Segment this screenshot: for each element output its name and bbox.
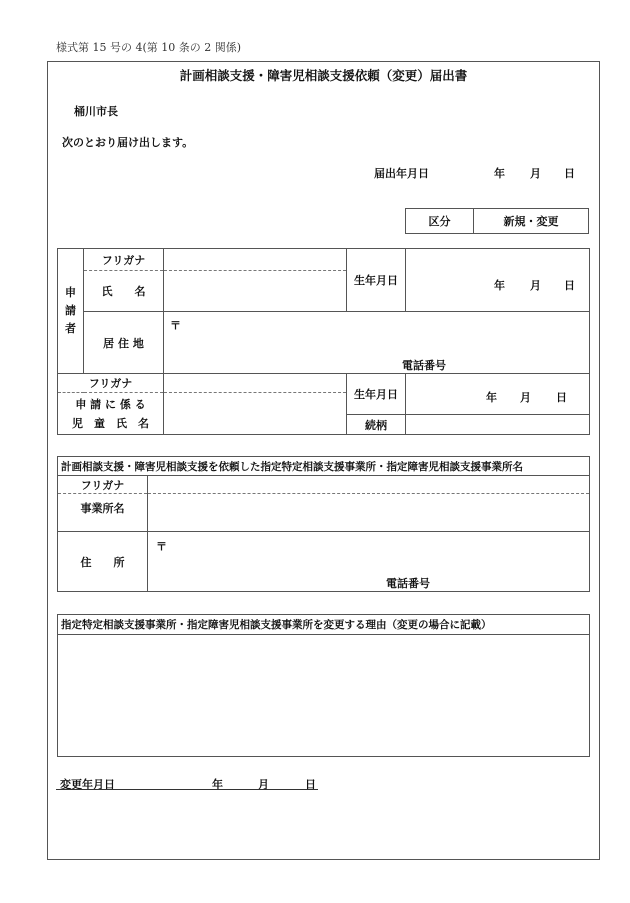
office-address-field[interactable] bbox=[148, 532, 590, 592]
filing-date-label: 届出年月日 bbox=[374, 167, 429, 180]
applicant-furigana-label: フリガナ bbox=[84, 249, 164, 271]
child-relation-field[interactable] bbox=[406, 415, 590, 435]
child-birth-month: 月 bbox=[520, 391, 531, 404]
child-furigana-label: フリガナ bbox=[58, 374, 164, 393]
child-birth-field[interactable] bbox=[406, 374, 590, 415]
applicant-phone-label: 電話番号 bbox=[402, 359, 446, 372]
office-header: 計画相談支援・障害児相談支援を依頼した指定特定相談支援事業所・指定障害児相談支援事業所名 bbox=[58, 457, 590, 476]
applicant-furigana-field[interactable] bbox=[164, 249, 347, 271]
child-birth-year: 年 bbox=[486, 391, 497, 404]
change-date-year: 年 bbox=[212, 778, 223, 791]
office-furigana-field[interactable] bbox=[148, 476, 590, 494]
category-label: 区分 bbox=[406, 209, 474, 234]
applicant-birth-year: 年 bbox=[494, 279, 505, 292]
reason-table bbox=[57, 614, 590, 757]
applicant-address-label: 居 住 地 bbox=[84, 312, 164, 374]
filing-date-month: 月 bbox=[530, 167, 541, 180]
applicant-side-label: 申 請 者 bbox=[58, 249, 84, 374]
child-name-label: 申 請 に 係 る 児 童 氏 名 bbox=[58, 393, 164, 435]
change-date-underline bbox=[56, 789, 318, 790]
applicant-table bbox=[57, 248, 590, 435]
applicant-postal-mark: 〒 bbox=[170, 319, 181, 332]
reason-header: 指定特定相談支援事業所・指定障害児相談支援事業所を変更する理由（変更の場合に記載） bbox=[58, 615, 590, 635]
category-value[interactable]: 新規・変更 bbox=[474, 209, 589, 234]
office-phone-label: 電話番号 bbox=[386, 577, 430, 590]
child-birth-day: 日 bbox=[556, 391, 567, 404]
child-name-field[interactable] bbox=[164, 393, 347, 435]
child-furigana-field[interactable] bbox=[164, 374, 347, 393]
category-table bbox=[405, 208, 589, 234]
applicant-birth-day: 日 bbox=[564, 279, 575, 292]
applicant-birth-month: 月 bbox=[530, 279, 541, 292]
applicant-birth-field[interactable] bbox=[406, 249, 590, 312]
change-date-month: 月 bbox=[258, 778, 269, 791]
child-relation-label: 続柄 bbox=[347, 415, 406, 435]
office-name-label: 事業所名 bbox=[58, 494, 148, 532]
form-number-label: 様式第 15 号の 4(第 10 条の 2 関係) bbox=[56, 41, 242, 54]
applicant-name-field[interactable] bbox=[164, 271, 347, 312]
form-title: 計画相談支援・障害児相談支援依頼（変更）届出書 bbox=[179, 68, 468, 83]
intro-text: 次のとおり届け出します。 bbox=[62, 136, 194, 149]
applicant-birth-label: 生年月日 bbox=[347, 249, 406, 312]
office-address-label: 住 所 bbox=[58, 532, 148, 592]
addressee: 桶川市長 bbox=[74, 105, 118, 118]
office-name-field[interactable] bbox=[148, 494, 590, 532]
filing-date-year: 年 bbox=[494, 167, 505, 180]
office-table bbox=[57, 456, 590, 592]
change-date-label: 変更年月日 bbox=[60, 778, 115, 791]
reason-field[interactable] bbox=[58, 635, 590, 757]
child-birth-label: 生年月日 bbox=[347, 374, 406, 415]
filing-date-day: 日 bbox=[564, 167, 575, 180]
office-postal-mark: 〒 bbox=[156, 540, 167, 553]
change-date-day: 日 bbox=[305, 778, 316, 791]
applicant-address-field[interactable] bbox=[164, 312, 590, 374]
office-furigana-label: フリガナ bbox=[58, 476, 148, 494]
applicant-name-label: 氏 名 bbox=[84, 271, 164, 312]
